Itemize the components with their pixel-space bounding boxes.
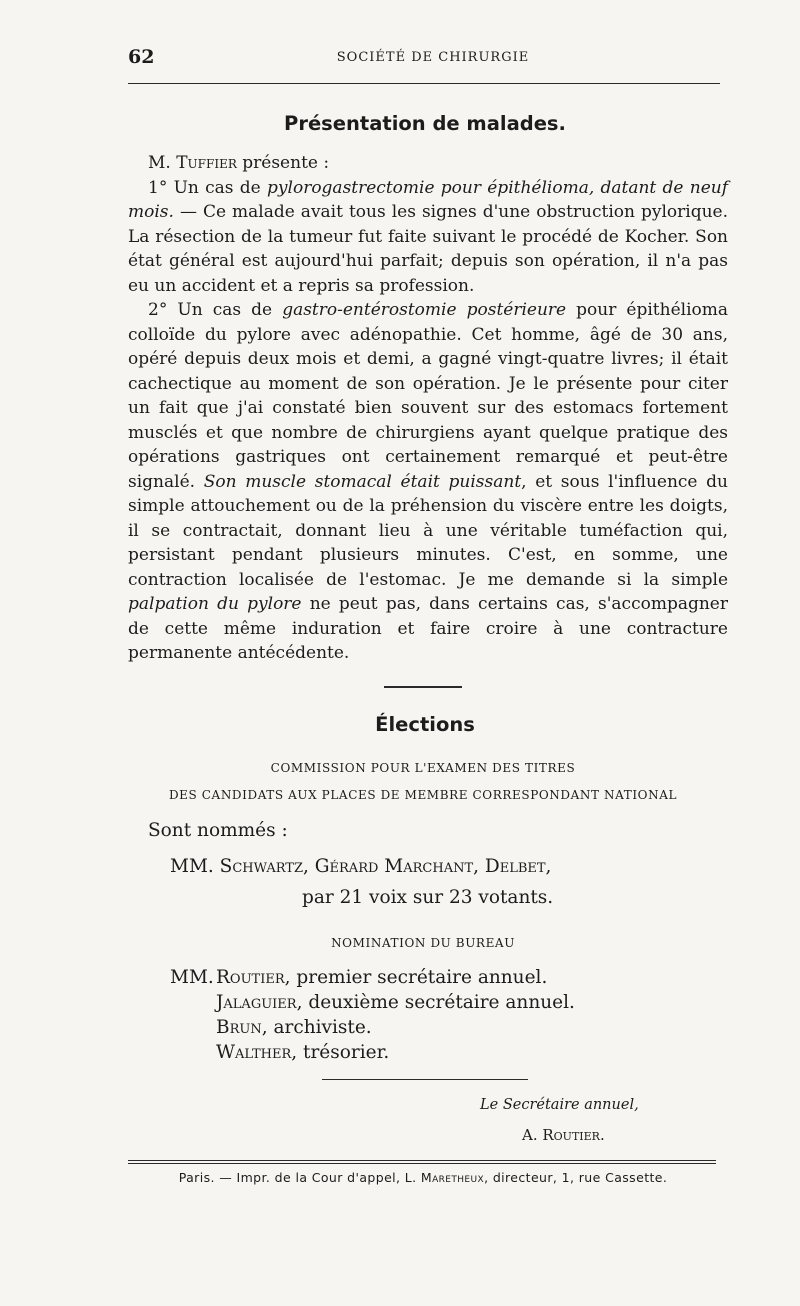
imprint-prefix: Paris. — Impr. de la Cour d'appel, L. [178, 1170, 417, 1185]
bureau-member-2 [216, 992, 575, 1013]
case-1-italic: pylorogastrectomie pour épithélioma, datant de neuf mois. [128, 177, 728, 222]
case-2-italic-b: Son muscle stomacal était puissant [203, 471, 522, 492]
case-1-text-a: Un cas de [173, 177, 261, 198]
case-2-text-c: , et sous l'influence du simple attouchement ou de la préhension du viscère entre les doigts, il se contractait, donnant lieu à une véritable tuméfaction qui, persistant pendant plusieurs minutes. C'est, en somme, une contraction localisée de l'estomac. Je me demande si la simple [128, 471, 729, 590]
bureau-role-1: , premier secrétaire annuel. [284, 967, 548, 988]
section-heading-presentation: Présentation de malades. [284, 112, 566, 135]
page-number: 62 [128, 46, 155, 68]
intro-paragraph [128, 151, 728, 176]
case-2-text-a: Un cas de [177, 300, 273, 320]
bureau-role-2: , deuxième secrétaire annuel. [296, 992, 575, 1013]
bureau-heading: NOMINATION DU BUREAU [331, 936, 515, 950]
case-1-number: 1° [148, 177, 168, 198]
bureau-name-2: Jalaguier [216, 992, 297, 1013]
closing-rule [322, 1079, 528, 1080]
case-2-italic-c: palpation du pylore [128, 594, 302, 614]
bureau-name-4: Walther [216, 1042, 292, 1063]
imprint [128, 1170, 718, 1185]
commission-line-1: COMMISSION POUR L'EXAMEN DES TITRES [270, 761, 576, 775]
members-prefix: MM. [170, 856, 214, 877]
case-2-text-b: pour épithélioma colloïde du pylore avec adénopathie. Cet homme, âgé de 30 ans, opéré depuis deux mois et demi, a gagné vingt-quatre livres; il était cachectique au moment de son opération. Je le présente pour citer un fait que j'ai constaté bien souvent sur des estomacs fortement musclés et que nombre de chirurgiens ayant quelque pratique des opérations gastriques ont certainement remarqué et peut-être signalé. [128, 300, 728, 492]
section-divider [384, 686, 462, 688]
bureau-name-1: Routier [216, 967, 285, 988]
case-1-text-b: — Ce malade avait tous les signes d'une obstruction pylorique. La résection de la tumeur fut faite suivant le procédé de Kocher. Son état général est aujourd'hui parfait; depuis son opération, il n'a pas eu un accident et a repris sa profession. [128, 202, 728, 296]
imprint-name: Maretheux [420, 1170, 485, 1185]
running-title: SOCIÉTÉ DE CHIRURGIE [336, 50, 530, 65]
imprint-suffix: , directeur, 1, rue Cassette. [484, 1170, 668, 1185]
bureau-prefix: MM. [170, 967, 214, 988]
case-2-italic-a: gastro-entérostomie postérieure [282, 300, 567, 320]
bureau-role-4: , trésorier. [291, 1042, 390, 1063]
case-2-paragraph [128, 298, 728, 666]
case-1-paragraph [128, 176, 728, 299]
case-2-number: 2° [148, 300, 168, 320]
intro-suffix: présente : [242, 153, 330, 173]
bureau-role-3: , archiviste. [261, 1017, 372, 1038]
commission-line-2: DES CANDIDATS AUX PLACES DE MEMBRE CORRESPONDANT NATIONAL [168, 788, 678, 802]
intro-prefix: M. [148, 153, 171, 173]
footer-rule-2 [128, 1163, 716, 1164]
bureau-member-3 [216, 1017, 372, 1038]
bureau-member-4 [216, 1042, 389, 1063]
nommes-line: Sont nommés : [148, 820, 288, 841]
members-line [170, 856, 551, 877]
footer-rule-1 [128, 1160, 716, 1161]
presentation-body [128, 151, 728, 666]
case-2-text-d: ne peut pas, dans certains cas, s'accompagner de cette même induration et faire croire à une contracture permanente antécédente. [128, 594, 728, 663]
bureau-name-3: Brun [216, 1017, 262, 1038]
signature-name [522, 1126, 605, 1144]
bureau-member-1 [216, 967, 547, 988]
section-heading-elections: Élections [375, 713, 475, 736]
votes-line: par 21 voix sur 23 votants. [302, 887, 554, 908]
members-names: Schwartz, Gérard Marchant, Delbet, [219, 856, 552, 877]
signature-name-text: A. Routier. [522, 1126, 605, 1144]
intro-name: Tuffier [176, 153, 237, 173]
header-rule [128, 83, 720, 84]
signature-role: Le Secrétaire annuel, [480, 1097, 639, 1113]
